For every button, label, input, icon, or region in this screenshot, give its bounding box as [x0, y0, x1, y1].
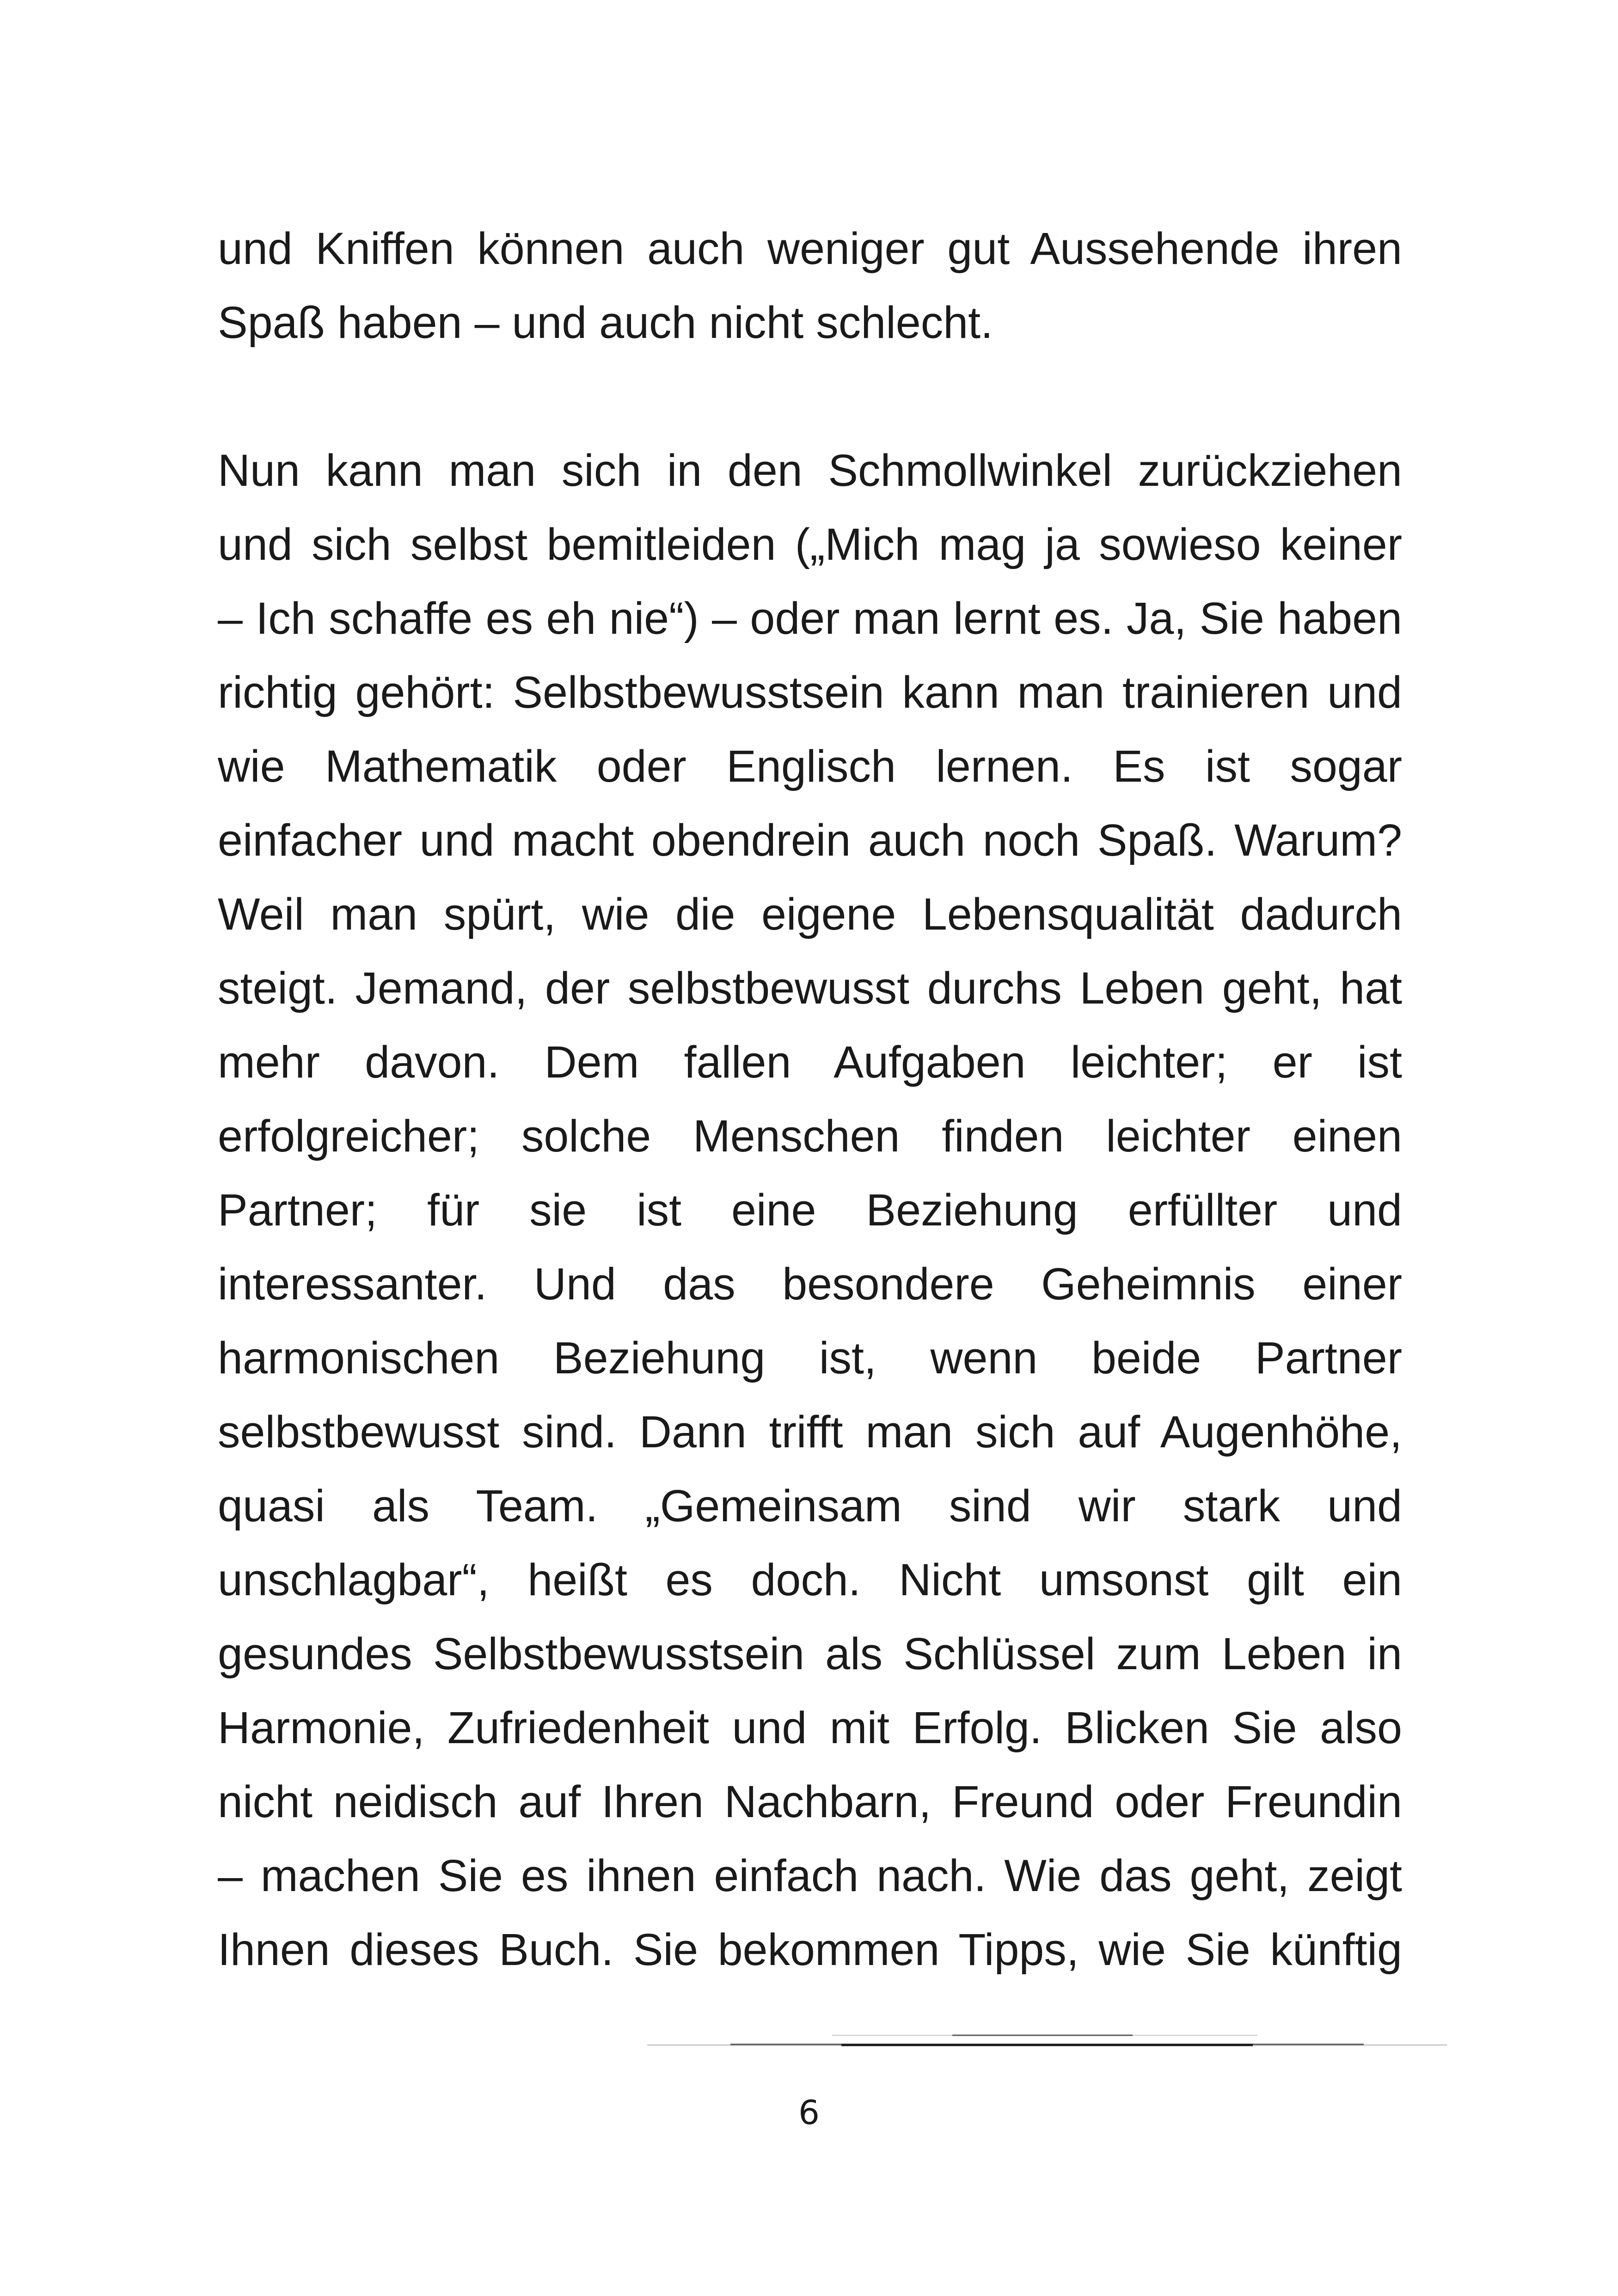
text-line: erfolgreicher; solche Menschen finden leichter einen: [218, 1111, 1402, 1161]
text-line: Harmonie, Zufriedenheit und mit Erfolg. Blicken Sie also: [218, 1702, 1402, 1753]
paragraph-1: [218, 212, 1402, 360]
text-line: selbstbewusst sind. Dann trifft man sich auf Augenhöhe,: [218, 1407, 1402, 1457]
text-line: harmonischen Beziehung ist, wenn beide Partner: [218, 1333, 1402, 1383]
body-text: [218, 212, 1402, 1987]
text-line: einfacher und macht obendrein auch noch Spaß. Warum?: [218, 815, 1402, 865]
text-line: und sich selbst bemitleiden („Mich mag ja sowieso keiner: [218, 519, 1402, 569]
text-line: Weil man spürt, wie die eigene Lebensqualität dadurch: [218, 889, 1402, 939]
text-line: quasi als Team. „Gemeinsam sind wir stark und: [218, 1481, 1402, 1531]
text-line: gesundes Selbstbewusstsein als Schlüssel zum Leben in: [218, 1629, 1402, 1679]
text-line: interessanter. Und das besondere Geheimnis einer: [218, 1259, 1402, 1309]
paragraph-2: [218, 434, 1402, 1987]
text-line: wie Mathematik oder Englisch lernen. Es ist sogar: [218, 741, 1402, 791]
text-line: Ihnen dieses Buch. Sie bekommen Tipps, wie Sie künftig: [218, 1924, 1402, 1975]
text-line: mehr davon. Dem fallen Aufgaben leichter; er ist: [218, 1037, 1402, 1087]
paragraph-gap: [218, 360, 1402, 434]
text-line: – Ich schaffe es eh nie“) – oder man lernt es. Ja, Sie haben: [218, 593, 1402, 643]
text-line: und Kniffen können auch weniger gut Aussehende ihren: [218, 223, 1402, 274]
text-line: Spaß haben – und auch nicht schlecht.: [218, 297, 993, 348]
text-line: steigt. Jemand, der selbstbewusst durchs Leben geht, hat: [218, 963, 1402, 1013]
text-line: richtig gehört: Selbstbewusstsein kann man trainieren und: [218, 667, 1402, 717]
text-line: – machen Sie es ihnen einfach nach. Wie das geht, zeigt: [218, 1850, 1402, 1901]
page-number: 6: [798, 2093, 820, 2132]
text-line: Nun kann man sich in den Schmollwinkel zurückziehen: [218, 445, 1402, 496]
text-line: nicht neidisch auf Ihren Nachbarn, Freund oder Freundin: [218, 1776, 1402, 1827]
text-line: unschlagbar“, heißt es doch. Nicht umsonst gilt ein: [218, 1555, 1402, 1605]
text-line: Partner; für sie ist eine Beziehung erfüllter und: [218, 1185, 1402, 1235]
footer-divider: [647, 2033, 1447, 2051]
